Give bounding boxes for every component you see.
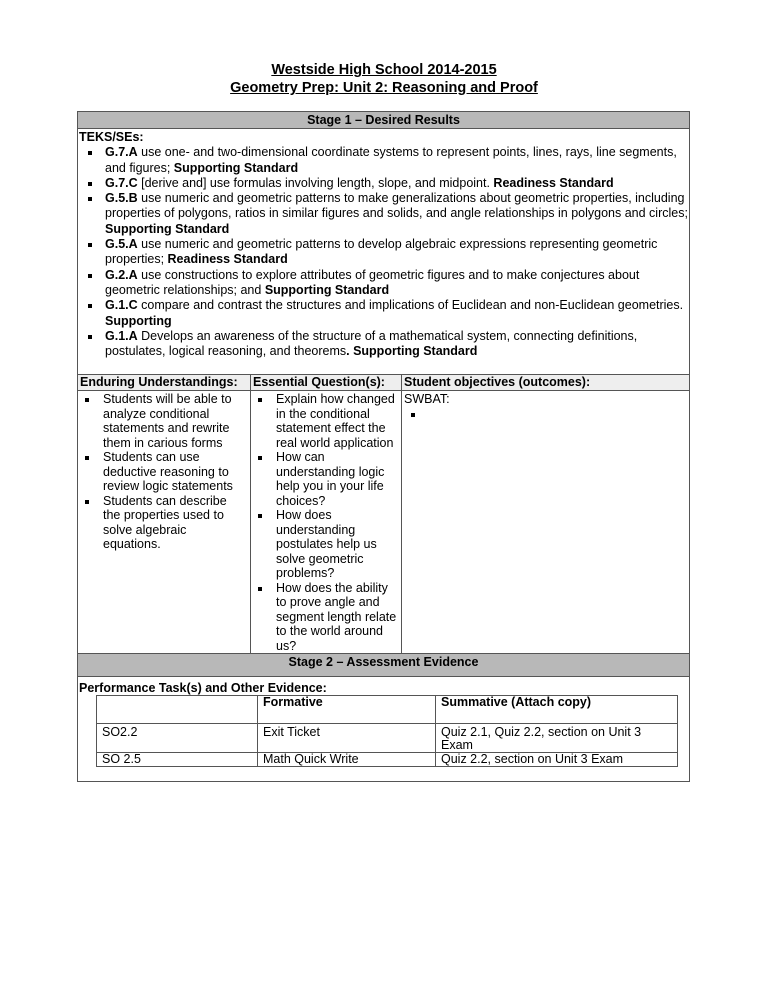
essential-item: How can understanding logic help you in your life choices? — [251, 450, 401, 508]
teks-standard: Readiness Standard — [167, 252, 288, 267]
teks-item — [79, 298, 689, 329]
teks-code: G.7.A — [105, 145, 138, 160]
teks-text: use numeric and geometric patterns to make generalizations about geometric properties, including properties of polygons, ratios in similar figures and solids, and angle relationships in polygons and circles; — [105, 191, 688, 221]
teks-code: G.2.A — [105, 267, 138, 282]
essential-item: How does understanding postulates help us solve geometric problems? — [251, 508, 401, 581]
teks-text: use one- and two-dimensional coordinate systems to represent points, lines, rays, line segments, and figures; — [105, 145, 677, 175]
stage2-header: Stage 2 – Assessment Evidence — [78, 653, 689, 677]
teks-code: G.1.A — [105, 328, 138, 343]
teks-item — [79, 268, 689, 299]
teks-standard: . Supporting Standard — [346, 344, 478, 359]
teks-label: TEKS/SEs: — [79, 130, 144, 144]
table-cell: Quiz 2.1, Quiz 2.2, section on Unit 3 Exam — [436, 724, 678, 753]
table-cell: SO 2.5 — [97, 753, 258, 767]
teks-text: [derive and] use formulas involving length, slope, and midpoint. — [137, 175, 494, 190]
teks-item — [79, 176, 689, 191]
swbat-label: SWBAT: — [404, 392, 450, 407]
table-header-row — [97, 696, 678, 724]
enduring-column — [78, 375, 251, 653]
teks-text: Develops an awareness of the structure of a mathematical system, connecting definitions, postulates, logical reasoning, and theorems — [105, 328, 638, 359]
teks-list — [79, 145, 689, 359]
column-header: Summative (Attach copy) — [436, 696, 678, 724]
document-subtitle: Geometry Prep: Unit 2: Reasoning and Proof — [230, 80, 538, 96]
stage1-header: Stage 1 – Desired Results — [78, 112, 689, 129]
teks-item — [79, 145, 689, 176]
enduring-label: Enduring Understandings: — [78, 375, 250, 391]
teks-standard: Supporting Standard — [105, 221, 230, 236]
teks-item — [79, 329, 689, 360]
teks-text: use numeric and geometric patterns to develop algebraic expressions representing geometric properties; — [105, 237, 658, 267]
teks-code: G.1.C — [105, 298, 138, 313]
teks-standard: Supporting Standard — [173, 160, 299, 175]
teks-text: compare and contrast the structures and implications of Euclidean and non-Euclidean geometries. — [137, 298, 684, 313]
table-cell: SO2.2 — [97, 724, 258, 753]
essential-item: How does the ability to prove angle and segment length relate to the world around us? — [251, 581, 401, 654]
essential-item: Explain how changed in the conditional statement effect the real world application — [251, 392, 401, 450]
teks-item — [79, 191, 689, 237]
objectives-label: Student objectives (outcomes): — [402, 375, 689, 391]
understandings-row — [78, 374, 689, 653]
essential-list — [251, 391, 401, 653]
table-row — [97, 724, 678, 753]
enduring-list — [78, 391, 250, 552]
document-title: Westside High School 2014-2015 — [271, 62, 497, 78]
performance-label: Performance Task(s) and Other Evidence: — [79, 681, 327, 696]
teks-item — [79, 237, 689, 268]
teks-text: use constructions to explore attributes of geometric figures and to make conjectures about geometric relationships; and — [105, 267, 640, 297]
teks-code: G.5.B — [105, 191, 138, 206]
column-header — [97, 696, 258, 724]
teks-standard: Supporting — [105, 313, 172, 328]
plan-table — [77, 111, 690, 782]
teks-section — [78, 129, 689, 359]
column-header: Formative — [258, 696, 436, 724]
assessment-table — [96, 695, 678, 767]
enduring-item: Students can use deductive reasoning to review logic statements — [78, 450, 250, 494]
teks-standard: Readiness Standard — [493, 175, 614, 190]
table-cell: Quiz 2.2, section on Unit 3 Exam — [436, 753, 678, 767]
teks-code: G.5.A — [105, 237, 138, 252]
essential-label: Essential Question(s): — [251, 375, 401, 391]
enduring-item: Students will be able to analyze conditional statements and rewrite them in carious forms — [78, 392, 250, 450]
table-cell: Math Quick Write — [258, 753, 436, 767]
objective-item — [402, 407, 689, 421]
teks-code: G.7.C — [105, 175, 138, 190]
table-row — [97, 753, 678, 767]
essential-column — [251, 375, 402, 653]
objectives-list — [402, 407, 689, 421]
teks-standard: Supporting Standard — [264, 282, 390, 297]
objectives-column — [402, 375, 689, 653]
enduring-item: Students can describe the properties used to solve algebraic equations. — [78, 494, 250, 552]
table-cell: Exit Ticket — [258, 724, 436, 753]
